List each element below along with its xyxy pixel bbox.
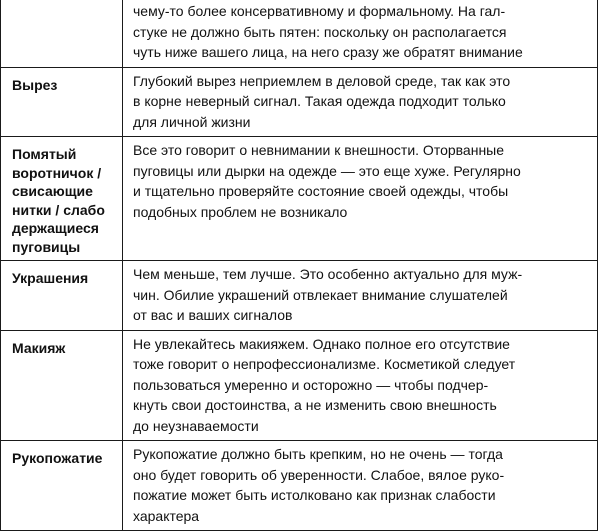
term-cell bbox=[1, 67, 123, 137]
term-text: воротничок / bbox=[12, 164, 102, 181]
table-row bbox=[1, 441, 598, 531]
description-text: Глубокий вырез неприемлем в деловой среде, так как это bbox=[133, 72, 511, 89]
description-text: характера bbox=[133, 507, 200, 524]
description-text: чуть ниже вашего лица, на него сразу же обратят внимание bbox=[133, 44, 523, 60]
term-text: пуговицы bbox=[12, 238, 81, 255]
term-cell bbox=[1, 0, 123, 67]
description-text: подобных проблем не возникало bbox=[133, 203, 348, 220]
term-text: свисающие bbox=[12, 183, 93, 199]
term-text: Помятый bbox=[12, 146, 77, 162]
description-text: в корне неверный сигнал. Такая одежда подходит только bbox=[133, 93, 506, 109]
description-text: оно будет говорить об уверенности. Слабое, вялое руко- bbox=[133, 466, 505, 483]
term-text: Вырез bbox=[12, 76, 58, 93]
term-text: Украшения bbox=[12, 270, 89, 286]
description-text: Все это говорит о невнимании к внешности. Оторванные bbox=[133, 142, 505, 158]
table-row bbox=[1, 137, 598, 261]
description-cell bbox=[123, 441, 598, 531]
description-text: пользоваться умеренно и осторожно — чтобы подчер- bbox=[133, 376, 489, 393]
description-text: тоже говорит о непрофессионализме. Косметикой следует bbox=[133, 356, 516, 372]
term-text: нитки / слабо bbox=[12, 201, 105, 218]
table-row bbox=[1, 0, 598, 67]
table-row bbox=[1, 261, 598, 331]
description-text: Рукопожатие должно быть крепким, но не очень — тогда bbox=[133, 446, 503, 462]
description-text: пуговицы или дырки на одежде — это еще хуже. Регулярно bbox=[133, 162, 521, 179]
term-cell bbox=[1, 137, 123, 261]
description-text: и тщательно проверяйте состояние своей одежды, чтобы bbox=[133, 183, 509, 199]
term-cell bbox=[1, 330, 123, 441]
table-row bbox=[1, 67, 598, 137]
term-cell bbox=[1, 261, 123, 331]
description-cell bbox=[123, 0, 598, 67]
description-cell bbox=[123, 67, 598, 137]
description-cell bbox=[123, 137, 598, 261]
table-row bbox=[1, 330, 598, 441]
term-text: Рукопожатие bbox=[12, 450, 103, 466]
description-cell bbox=[123, 261, 598, 331]
term-text: Макияж bbox=[12, 339, 66, 356]
advice-table-body bbox=[1, 0, 598, 531]
description-text: кнуть свои достоинства, а не изменить свою внешность bbox=[133, 397, 497, 413]
description-text: чин. Обилие украшений отвлекает внимание слушателей bbox=[133, 286, 508, 303]
description-text: до неузнаваемости bbox=[133, 417, 259, 434]
description-text: стуке не должно быть пятен: поскольку он располагается bbox=[133, 23, 507, 40]
description-text: Не увлекайтесь макияжем. Однако полное его отсутствие bbox=[133, 335, 510, 352]
description-text: Чем меньше, тем лучше. Это особенно актуально для муж- bbox=[133, 266, 523, 282]
term-cell bbox=[1, 441, 123, 531]
description-text: от вас и ваших сигналов bbox=[133, 307, 293, 323]
description-text: для личной жизни bbox=[133, 113, 251, 130]
description-cell bbox=[123, 330, 598, 441]
description-text: пожатие может быть истолковано как признак слабости bbox=[133, 487, 496, 503]
term-text: держащиеся bbox=[12, 220, 99, 236]
description-text: чему-то более консервативному и формальному. На гал- bbox=[133, 3, 506, 19]
